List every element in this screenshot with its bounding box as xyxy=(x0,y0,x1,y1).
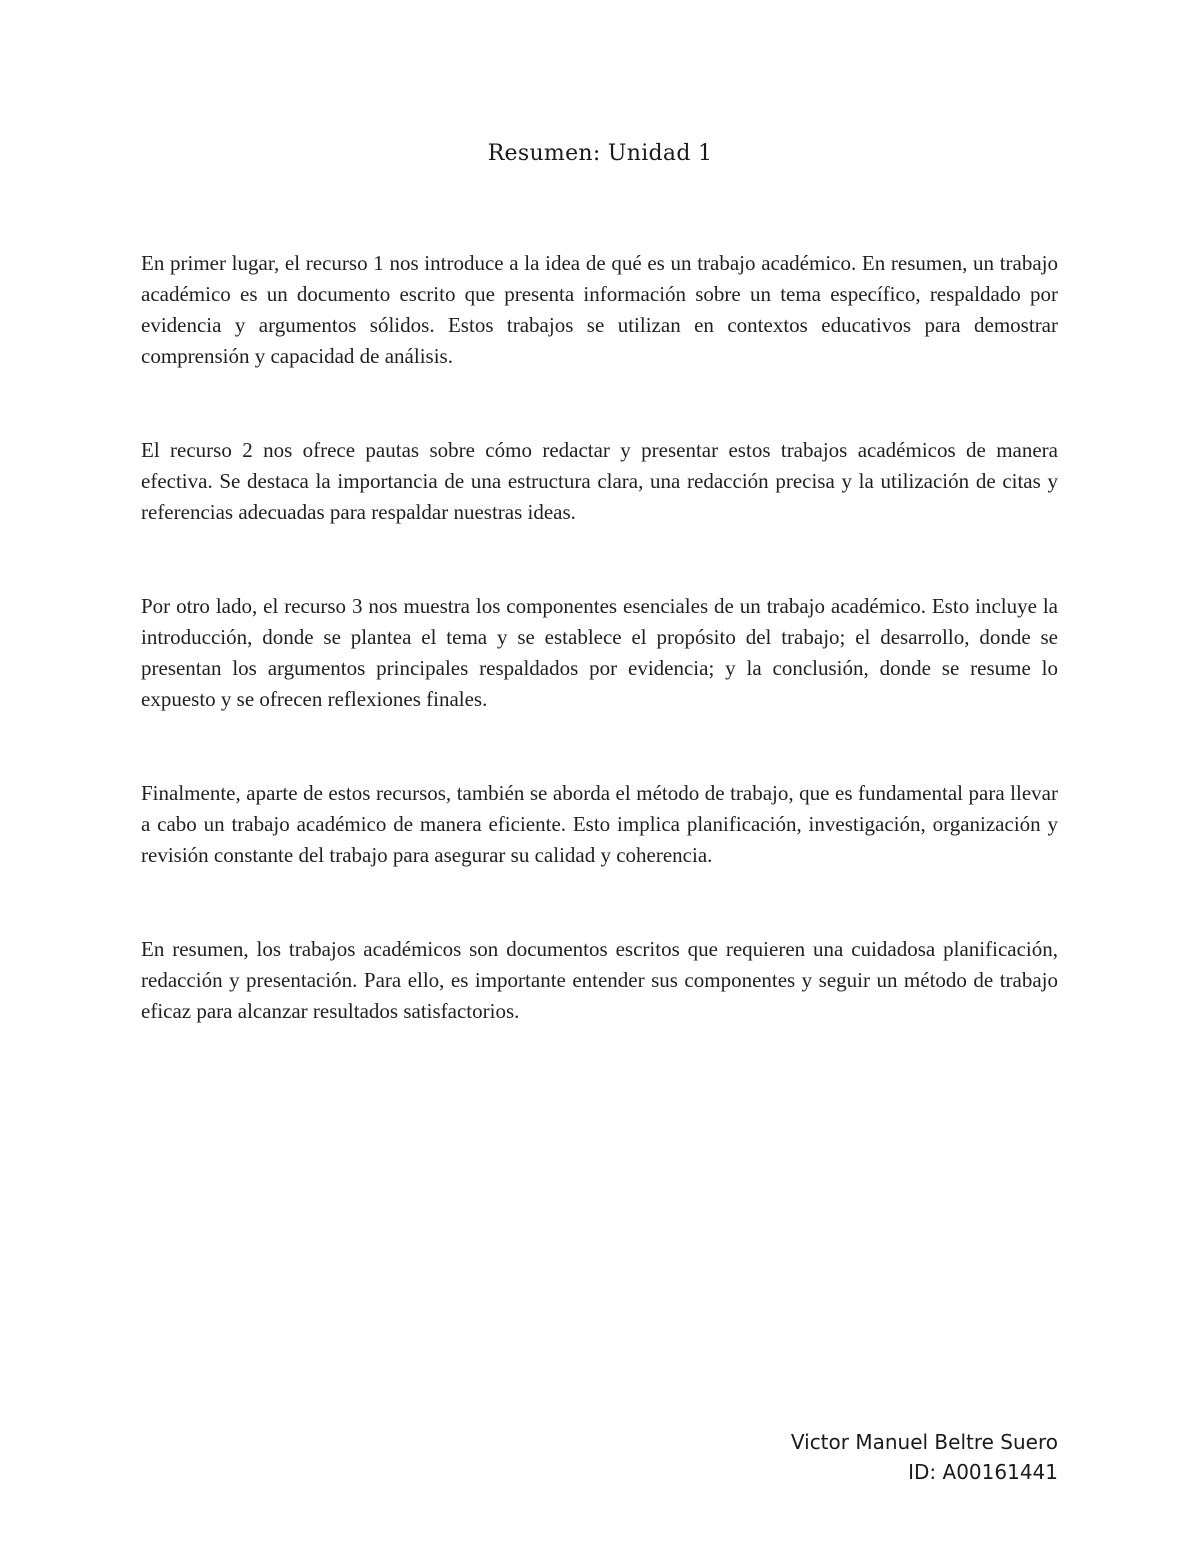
paragraph-1: En primer lugar, el recurso 1 nos introduce a la idea de qué es un trabajo académico. En resumen, un trabajo académico es un documento escrito que presenta información sobre un tema específico, respaldado por evidencia y argumentos sólidos. Estos trabajos se utilizan en contextos educativos para demostrar comprensión y capacidad de análisis. xyxy=(141,251,1058,368)
paragraph-3: Por otro lado, el recurso 3 nos muestra los componentes esenciales de un trabajo académico. Esto incluye la introducción, donde se plantea el tema y se establece el propósito del trabajo; el desarrollo, donde se presentan los argumentos principales respaldados por evidencia; y la conclusión, donde se resume lo expuesto y se ofrecen reflexiones finales. xyxy=(141,594,1058,711)
paragraph-5: En resumen, los trabajos académicos son documentos escritos que requieren una cuidadosa planificación, redacción y presentación. Para ello, es importante entender sus componentes y seguir un método de trabajo eficaz para alcanzar resultados satisfactorios. xyxy=(141,937,1058,1023)
author-id: ID: A00161441 xyxy=(908,1460,1058,1484)
paragraph-4: Finalmente, aparte de estos recursos, también se aborda el método de trabajo, que es fundamental para llevar a cabo un trabajo académico de manera eficiente. Esto implica planificación, investigación, organización y revisión constante del trabajo para asegurar su calidad y coherencia. xyxy=(141,781,1058,867)
author-name: Victor Manuel Beltre Suero xyxy=(790,1430,1058,1454)
author-block xyxy=(791,1427,1058,1487)
document-body xyxy=(141,248,1058,1090)
paragraph-2: El recurso 2 nos ofrece pautas sobre cómo redactar y presentar estos trabajos académicos de manera efectiva. Se destaca la importancia de una estructura clara, una redacción precisa y la utilización de citas y referencias adecuadas para respaldar nuestras ideas. xyxy=(141,438,1058,524)
document-title: Resumen: Unidad 1 xyxy=(487,141,713,166)
